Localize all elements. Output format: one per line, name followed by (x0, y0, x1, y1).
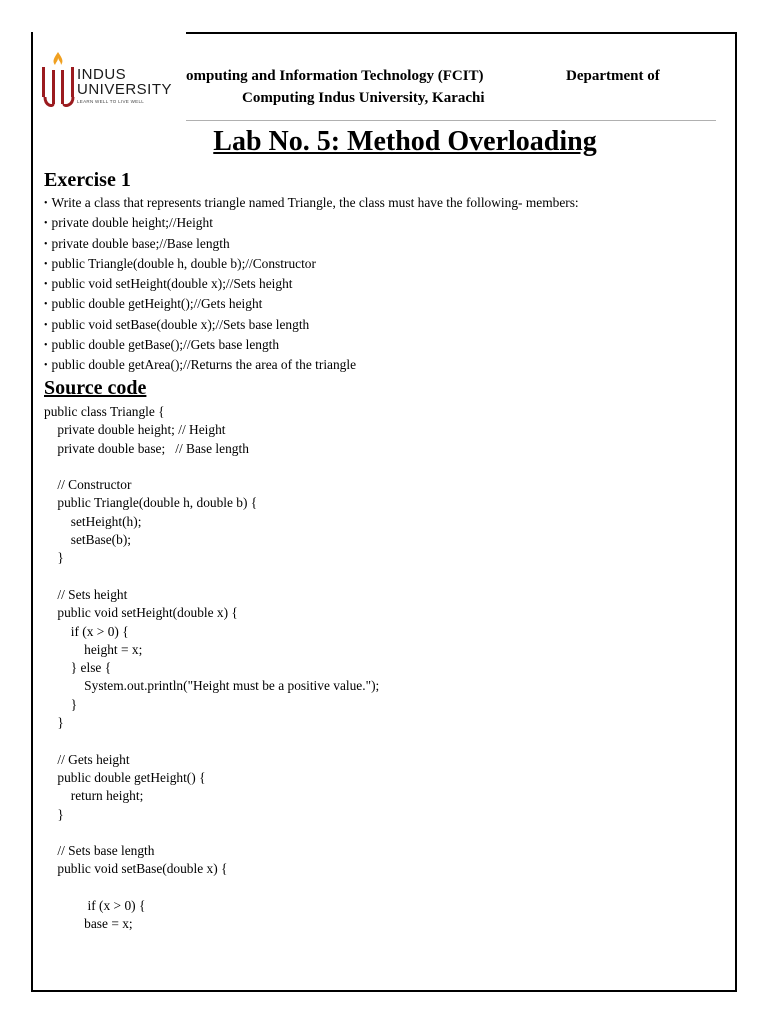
header-department: Department of (566, 68, 660, 84)
exercise-heading: Exercise 1 (44, 169, 131, 191)
code-line (44, 879, 379, 897)
code-line: } else { (44, 660, 112, 676)
code-line: // Constructor (44, 477, 132, 493)
code-line: } (44, 806, 64, 822)
code-line: private double height; // Height (44, 422, 226, 438)
page-border-top (186, 32, 737, 34)
list-item: • public double getBase();//Gets base length (44, 337, 280, 353)
list-item: • public void setHeight(double x);//Sets height (44, 276, 293, 292)
code-line: public class Triangle { (44, 404, 165, 419)
header-divider (186, 120, 716, 121)
header-faculty-line: omputing and Information Technology (FCIT) (186, 68, 484, 84)
code-line: height = x; (44, 641, 143, 657)
list-item: • public double getHeight();//Gets height (44, 296, 263, 312)
code-line: } (44, 715, 64, 731)
code-line: public Triangle(double h, double b) { (44, 495, 258, 511)
code-line: public void setBase(double x) { (44, 861, 228, 877)
code-line: if (x > 0) { (44, 623, 129, 639)
code-line: return height; (44, 788, 144, 804)
list-item: • public Triangle(double h, double b);//Constructor (44, 255, 316, 271)
code-line: // Gets height (44, 751, 130, 767)
page-title: Lab No. 5: Method Overloading (213, 126, 597, 157)
list-item: • public void setBase(double x);//Sets base length (44, 316, 310, 332)
logo-text-university: UNIVERSITY (77, 81, 173, 98)
code-line: base = x; (44, 916, 133, 932)
logo-tagline: LEARN WELL TO LIVE WELL (77, 99, 145, 104)
code-line: // Sets base length (44, 843, 155, 859)
list-item: • Write a class that represents triangle named Triangle, the class must have the following- members: (44, 195, 579, 210)
code-line: public double getHeight() { (44, 769, 206, 785)
code-line: public void setHeight(double x) { (44, 605, 238, 621)
code-line: private double base; // Base length (44, 440, 249, 456)
header-university-line: Computing Indus University, Karachi (242, 90, 485, 106)
source-code-heading: Source code (44, 377, 147, 399)
code-line: if (x > 0) { (44, 898, 146, 914)
code-line: } (44, 550, 64, 566)
code-line: } (44, 696, 78, 712)
list-item: • public double getArea();//Returns the area of the triangle (44, 357, 357, 373)
exercise-bullet-list (44, 194, 579, 377)
code-line (44, 568, 379, 586)
code-line (44, 732, 379, 750)
logo-mark-icon (40, 50, 76, 110)
list-item: • private double height;//Height (44, 215, 213, 231)
code-line: System.out.println("Height must be a positive value."); (44, 678, 380, 694)
code-line: // Sets height (44, 586, 128, 602)
list-item: • private double base;//Base length (44, 235, 230, 251)
code-line: setBase(b); (44, 532, 132, 548)
logo-text-indus: INDUS (77, 66, 127, 83)
code-line (44, 458, 379, 476)
source-code-block (44, 403, 379, 934)
indus-university-logo (40, 50, 190, 110)
code-line: setHeight(h); (44, 513, 142, 529)
code-line (44, 824, 379, 842)
